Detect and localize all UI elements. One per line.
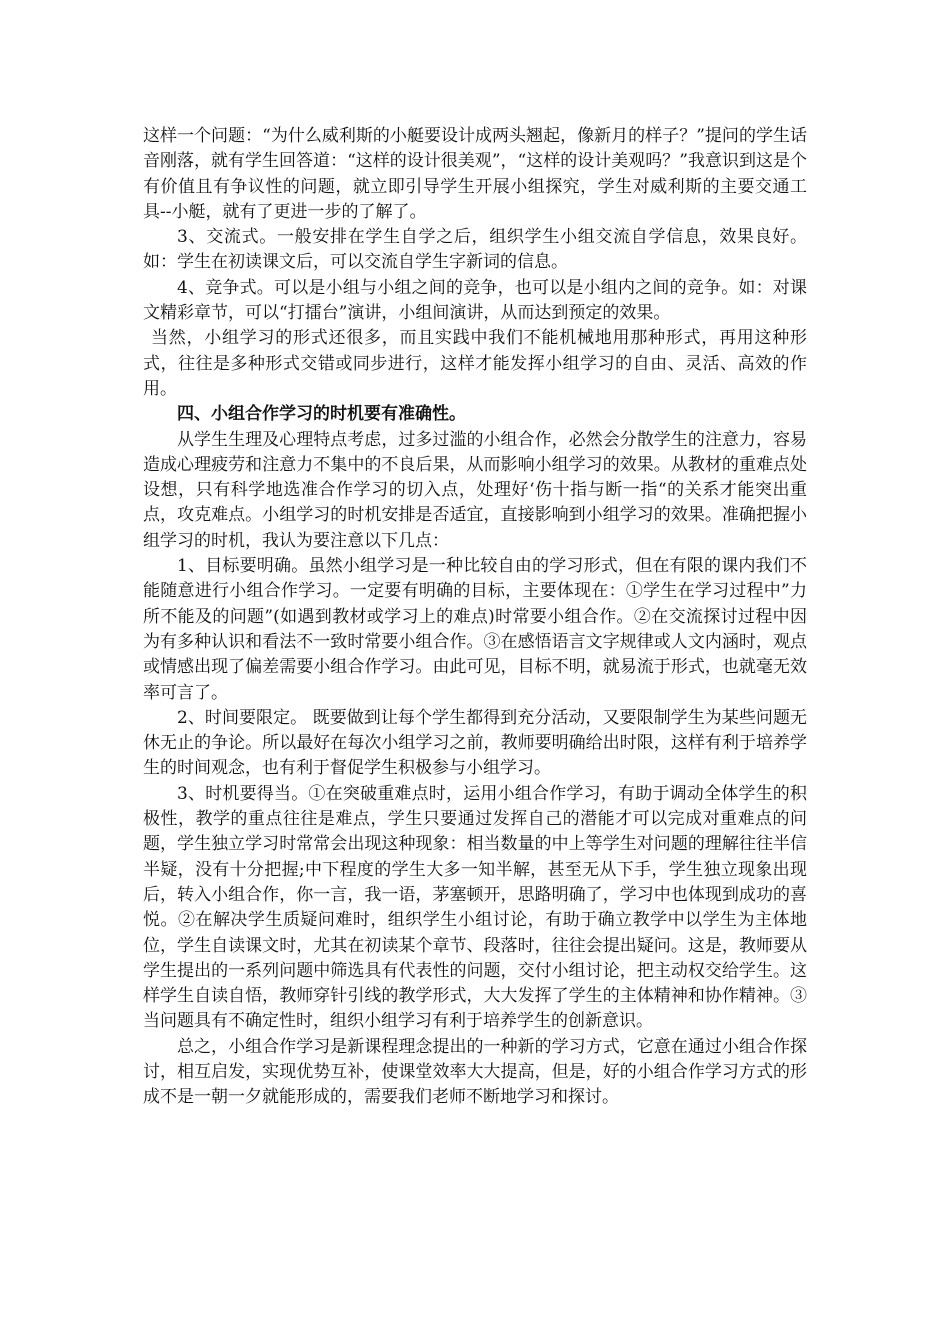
paragraph-competition-mode: 4、竞争式。可以是小组与小组之间的竞争，也可以是小组内之间的竞争。如：对课文精彩章节，可以“打擂台”演讲，小组间演讲，从而达到预定的效果。 xyxy=(143,277,807,324)
paragraph-forms-summary: 当然，小组学习的形式还很多，而且实践中我们不能机械地用那种形式，再用这种形式，往往是多种形式交错或同步进行，这样才能发挥小组学习的自由、灵活、高效的作用。 xyxy=(143,328,807,399)
paragraph-conclusion: 总之，小组合作学习是新课程理念提出的一种新的学习方式，它意在通过小组合作探讨，相互启发，实现优势互补，使课堂效率大大提高，但是，好的小组合作学习方式的形成不是一朝一夕就能形成的，需要我们老师不断地学习和探讨。 xyxy=(143,1036,807,1108)
paragraph-exchange-mode: 3、交流式。一般安排在学生自学之后，组织学生小组交流自学信息，效果良好。如：学生在初读课文后，可以交流自学生字新词的信息。 xyxy=(143,227,807,273)
paragraph-time-limit: 2、时间要限定。 既要做到让每个学生都得到充分活动，又要限制学生为某些问题无休无止的争论。所以最好在每次小组学习之前，教师要明确给出时限，这样有利于培养学生的时间观念，也有利于督促学生积极参与小组学习。 xyxy=(143,707,807,779)
document-body xyxy=(143,124,807,1111)
paragraph-proper-timing: 3、时机要得当。①在突破重难点时，运用小组合作学习，有助于调动全体学生的积极性，教学的重点往往是难点，学生只要通过发挥自己的潜能才可以完成对重难点的问题，学生独立学习时常常会出现这种现象：相当数量的中上等学生对问题的理解往往半信半疑，没有十分把握;中下程度的学生大多一知半解，甚至无从下手，学生独立现象出现后，转入小组合作，你一言，我一语，茅塞顿开，思路明确了，学习中也体现到成功的喜悦。②在解决学生质疑问难时，组织学生小组讨论，有助于确立教学中以学生为主体地位，学生自读课文时，尤其在初读某个章节、段落时，往往会提出疑问。这是，教师要从学生提出的一系列问题中筛选具有代表性的问题，交付小组讨论，把主动权交给学生。这样学生自读自悟，教师穿针引线的教学形式，大大发挥了学生的主体精神和协作精神。③当问题具有不确定性时，组织小组学习有利于培养学生的创新意识。 xyxy=(143,783,807,1032)
paragraph-timing-intro: 从学生生理及心理特点考虑，过多过滥的小组合作，必然会分散学生的注意力，容易造成心理疲劳和注意力不集中的不良后果，从而影响小组学习的效果。从教材的重难点处设想，只有科学地选准合作学习的切入点，处理好‘伤十指与断一指“的关系才能突出重点，攻克难点。小组学习的时机安排是否适宜，直接影响到小组学习的效果。准确把握小组学习的时机，我认为要注意以下几点： xyxy=(143,429,807,551)
paragraph-continuation: 这样一个问题：“为什么威利斯的小艇要设计成两头翘起，像新月的样子？”提问的学生话音刚落，就有学生回答道：“这样的设计很美观”，“这样的设计美观吗？”我意识到这是个有价值且有争议性的问题，就立即引导学生开展小组探究，学生对威利斯的主要交通工具--小艇，就有了更进一步的了解了。 xyxy=(143,126,807,222)
section-heading-four: 四、小组合作学习的时机要有准确性。 xyxy=(177,404,466,425)
paragraph-clear-goal: 1、目标要明确。虽然小组学习是一种比较自由的学习形式，但在有限的课内我们不能随意进行小组合作学习。一定要有明确的目标，主要体现在：①学生在学习过程中”力所不能及的问题”(如遇到教材或学习上的难点)时常要小组合作。②在交流探讨过程中因为有多种认识和看法不一致时常要小组合作。③在感悟语言文字规律或人文内涵时，观点或情感出现了偏差需要小组合作学习。由此可见，目标不明，就易流于形式，也就毫无效率可言了。 xyxy=(143,556,807,703)
